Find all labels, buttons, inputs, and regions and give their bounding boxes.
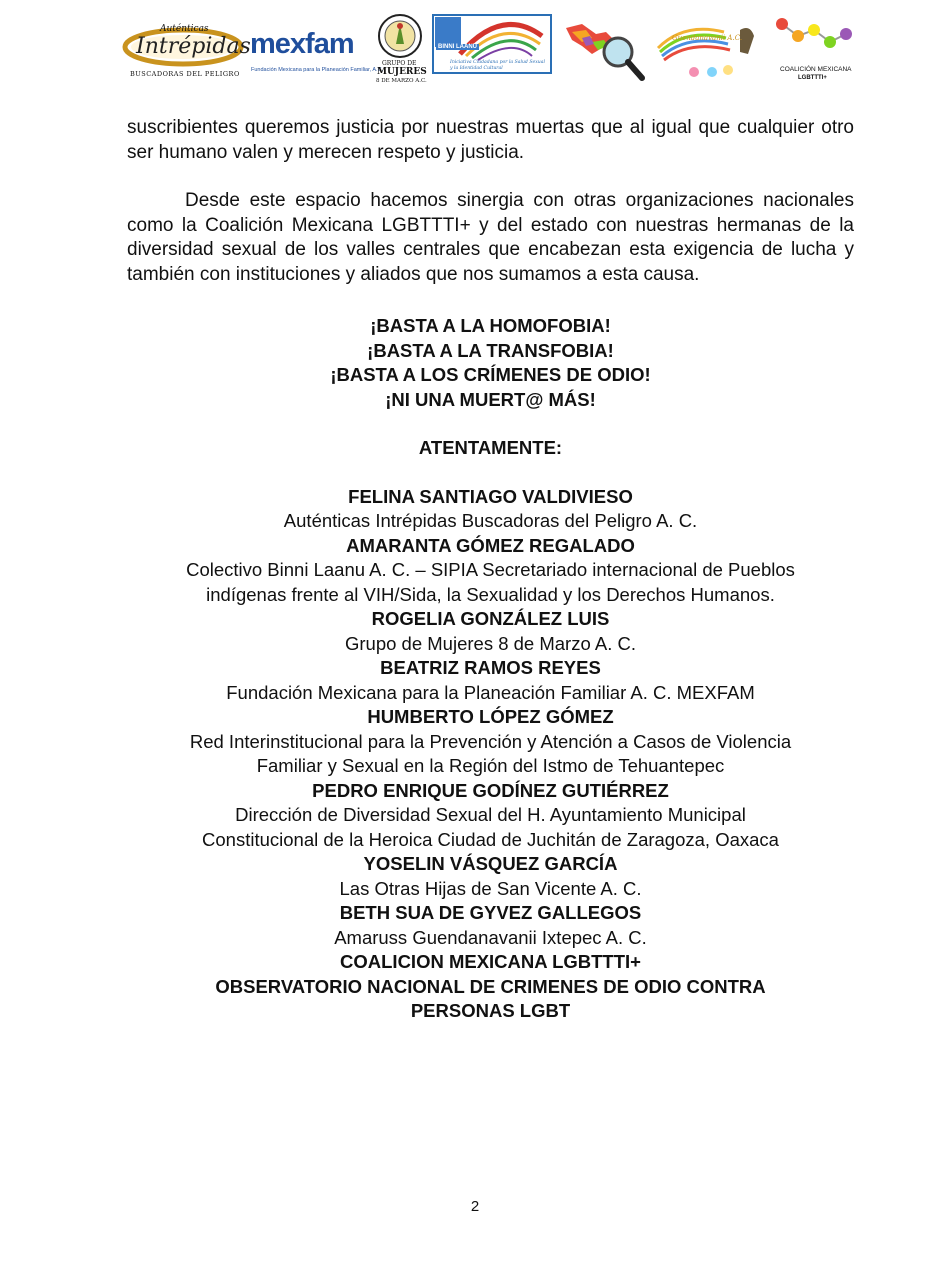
grupo-mujeres-logo — [374, 14, 426, 89]
intrepidas-line3: BUSCADORAS DEL PELIGRO — [130, 70, 240, 78]
page-number: 2 — [470, 1198, 480, 1215]
signer-org: Constitucional de la Heroica Ciudad de Juchitán de Zaragoza, Oaxaca — [202, 828, 779, 850]
signer-name: FELINA SANTIAGO VALDIVIESO — [348, 485, 633, 507]
mexfam-title: mexfam — [250, 28, 354, 60]
slogan-line: ¡BASTA A LA TRANSFOBIA! — [367, 339, 614, 361]
slogan-line: ¡NI UNA MUERT@ MÁS! — [385, 388, 596, 410]
letter-body — [127, 116, 854, 1024]
grupo-mujeres-emblem-icon — [374, 14, 426, 64]
signer-name: YOSELIN VÁSQUEZ GARCÍA — [363, 853, 618, 874]
intrepidas-logo — [122, 14, 251, 89]
signer-org: Familiar y Sexual en la Región del Istmo de Tehuantepec — [256, 755, 725, 776]
signer-org: Colectivo Binni Laanu A. C. – SIPIA Secretariado internacional de Pueblos — [186, 559, 795, 580]
signer-org: Fundación Mexicana para la Planeación Familiar A. C. MEXFAM — [226, 681, 755, 703]
mexfam-subtitle: Fundación Mexicana para la Planeación Familiar, A.C. — [251, 67, 384, 73]
signer-name: HUMBERTO LÓPEZ GÓMEZ — [367, 706, 614, 727]
signer-org: Amaruss Guendanavanii Ixtepec A. C. — [334, 926, 647, 948]
signer-name: ROGELIA GONZÁLEZ LUIS — [371, 608, 610, 629]
intrepidas-line1: Auténticas — [160, 24, 209, 34]
closing-line: COALICION MEXICANA LGBTTTI+ — [340, 951, 641, 972]
observatorio-logo — [562, 14, 646, 89]
header-logos — [122, 14, 862, 89]
grupo-mujeres-line1: GRUPO DE — [382, 60, 417, 67]
binni-laanu-logo — [432, 14, 552, 89]
map-magnifier-icon — [562, 14, 646, 84]
signer-org: Grupo de Mujeres 8 de Marzo A. C. — [345, 632, 636, 654]
amaruss-logo — [654, 14, 762, 89]
coalicion-line1: COALICIÓN MEXICANA — [780, 66, 852, 73]
intrepidas-line2: Intrépidas — [136, 34, 251, 59]
slogan-line: ¡BASTA A LOS CRÍMENES DE ODIO! — [330, 364, 651, 385]
amaruss-text: Guendanavanii A.C. — [672, 34, 743, 42]
paragraph-1: suscribientes queremos justicia por nuestras muertas que al igual que cualquier otro ser humano valen y merecen respeto y justicia. — [127, 117, 854, 163]
signer-org: indígenas frente al VIH/Sida, la Sexualidad y los Derechos Humanos. — [206, 583, 775, 605]
slogan-line: ¡BASTA A LA HOMOFOBIA! — [370, 315, 611, 336]
closing-line: PERSONAS LGBT — [410, 1000, 571, 1021]
signer-org: Auténticas Intrépidas Buscadoras del Peligro A. C. — [283, 510, 698, 531]
atentamente-heading: ATENTAMENTE: — [418, 437, 563, 458]
signer-name: AMARANTA GÓMEZ REGALADO — [346, 534, 635, 556]
closing-line: OBSERVATORIO NACIONAL DE CRIMENES DE ODIO CONTRA — [215, 975, 766, 997]
slogans — [127, 314, 854, 412]
mexfam-logo — [250, 14, 384, 89]
signer-org: Las Otras Hijas de San Vicente A. C. — [339, 877, 642, 899]
signer-org: Dirección de Diversidad Sexual del H. Ayuntamiento Municipal — [235, 804, 746, 825]
signer-name: PEDRO ENRIQUE GODÍNEZ GUTIÉRREZ — [312, 779, 669, 801]
grupo-mujeres-line2: MUJERES — [377, 67, 427, 77]
paragraph-2: Desde este espacio hacemos sinergia con otras organizaciones nacionales como la Coalición Mexicana LGBTTTI+ y del estado con nuestras hermanas de la diversidad sexual de los valles centrales que encabezan esta exigencia de lucha y también con instituciones y aliados que nos sumamos a esta causa. — [127, 190, 854, 285]
grupo-mujeres-line3: 8 DE MARZO A.C. — [376, 78, 427, 84]
amaruss-emblem-icon — [654, 14, 762, 84]
binni-laanu-title: BINNI LAANU — [438, 44, 477, 50]
signer-org: Red Interinstitucional para la Prevención y Atención a Casos de Violencia — [189, 730, 792, 752]
coalicion-line2: LGBTTTI+ — [798, 75, 827, 81]
signer-name: BEATRIZ RAMOS REYES — [380, 657, 601, 678]
binni-laanu-subtitle: Iniciativa Ciudadana por la Salud Sexual y la Identidad Cultural — [450, 60, 545, 71]
signers-list — [127, 485, 854, 1024]
coalicion-logo — [768, 14, 862, 89]
coalicion-emblem-icon — [768, 14, 862, 64]
signer-name: BETH SUA DE GYVEZ GALLEGOS — [339, 902, 642, 923]
